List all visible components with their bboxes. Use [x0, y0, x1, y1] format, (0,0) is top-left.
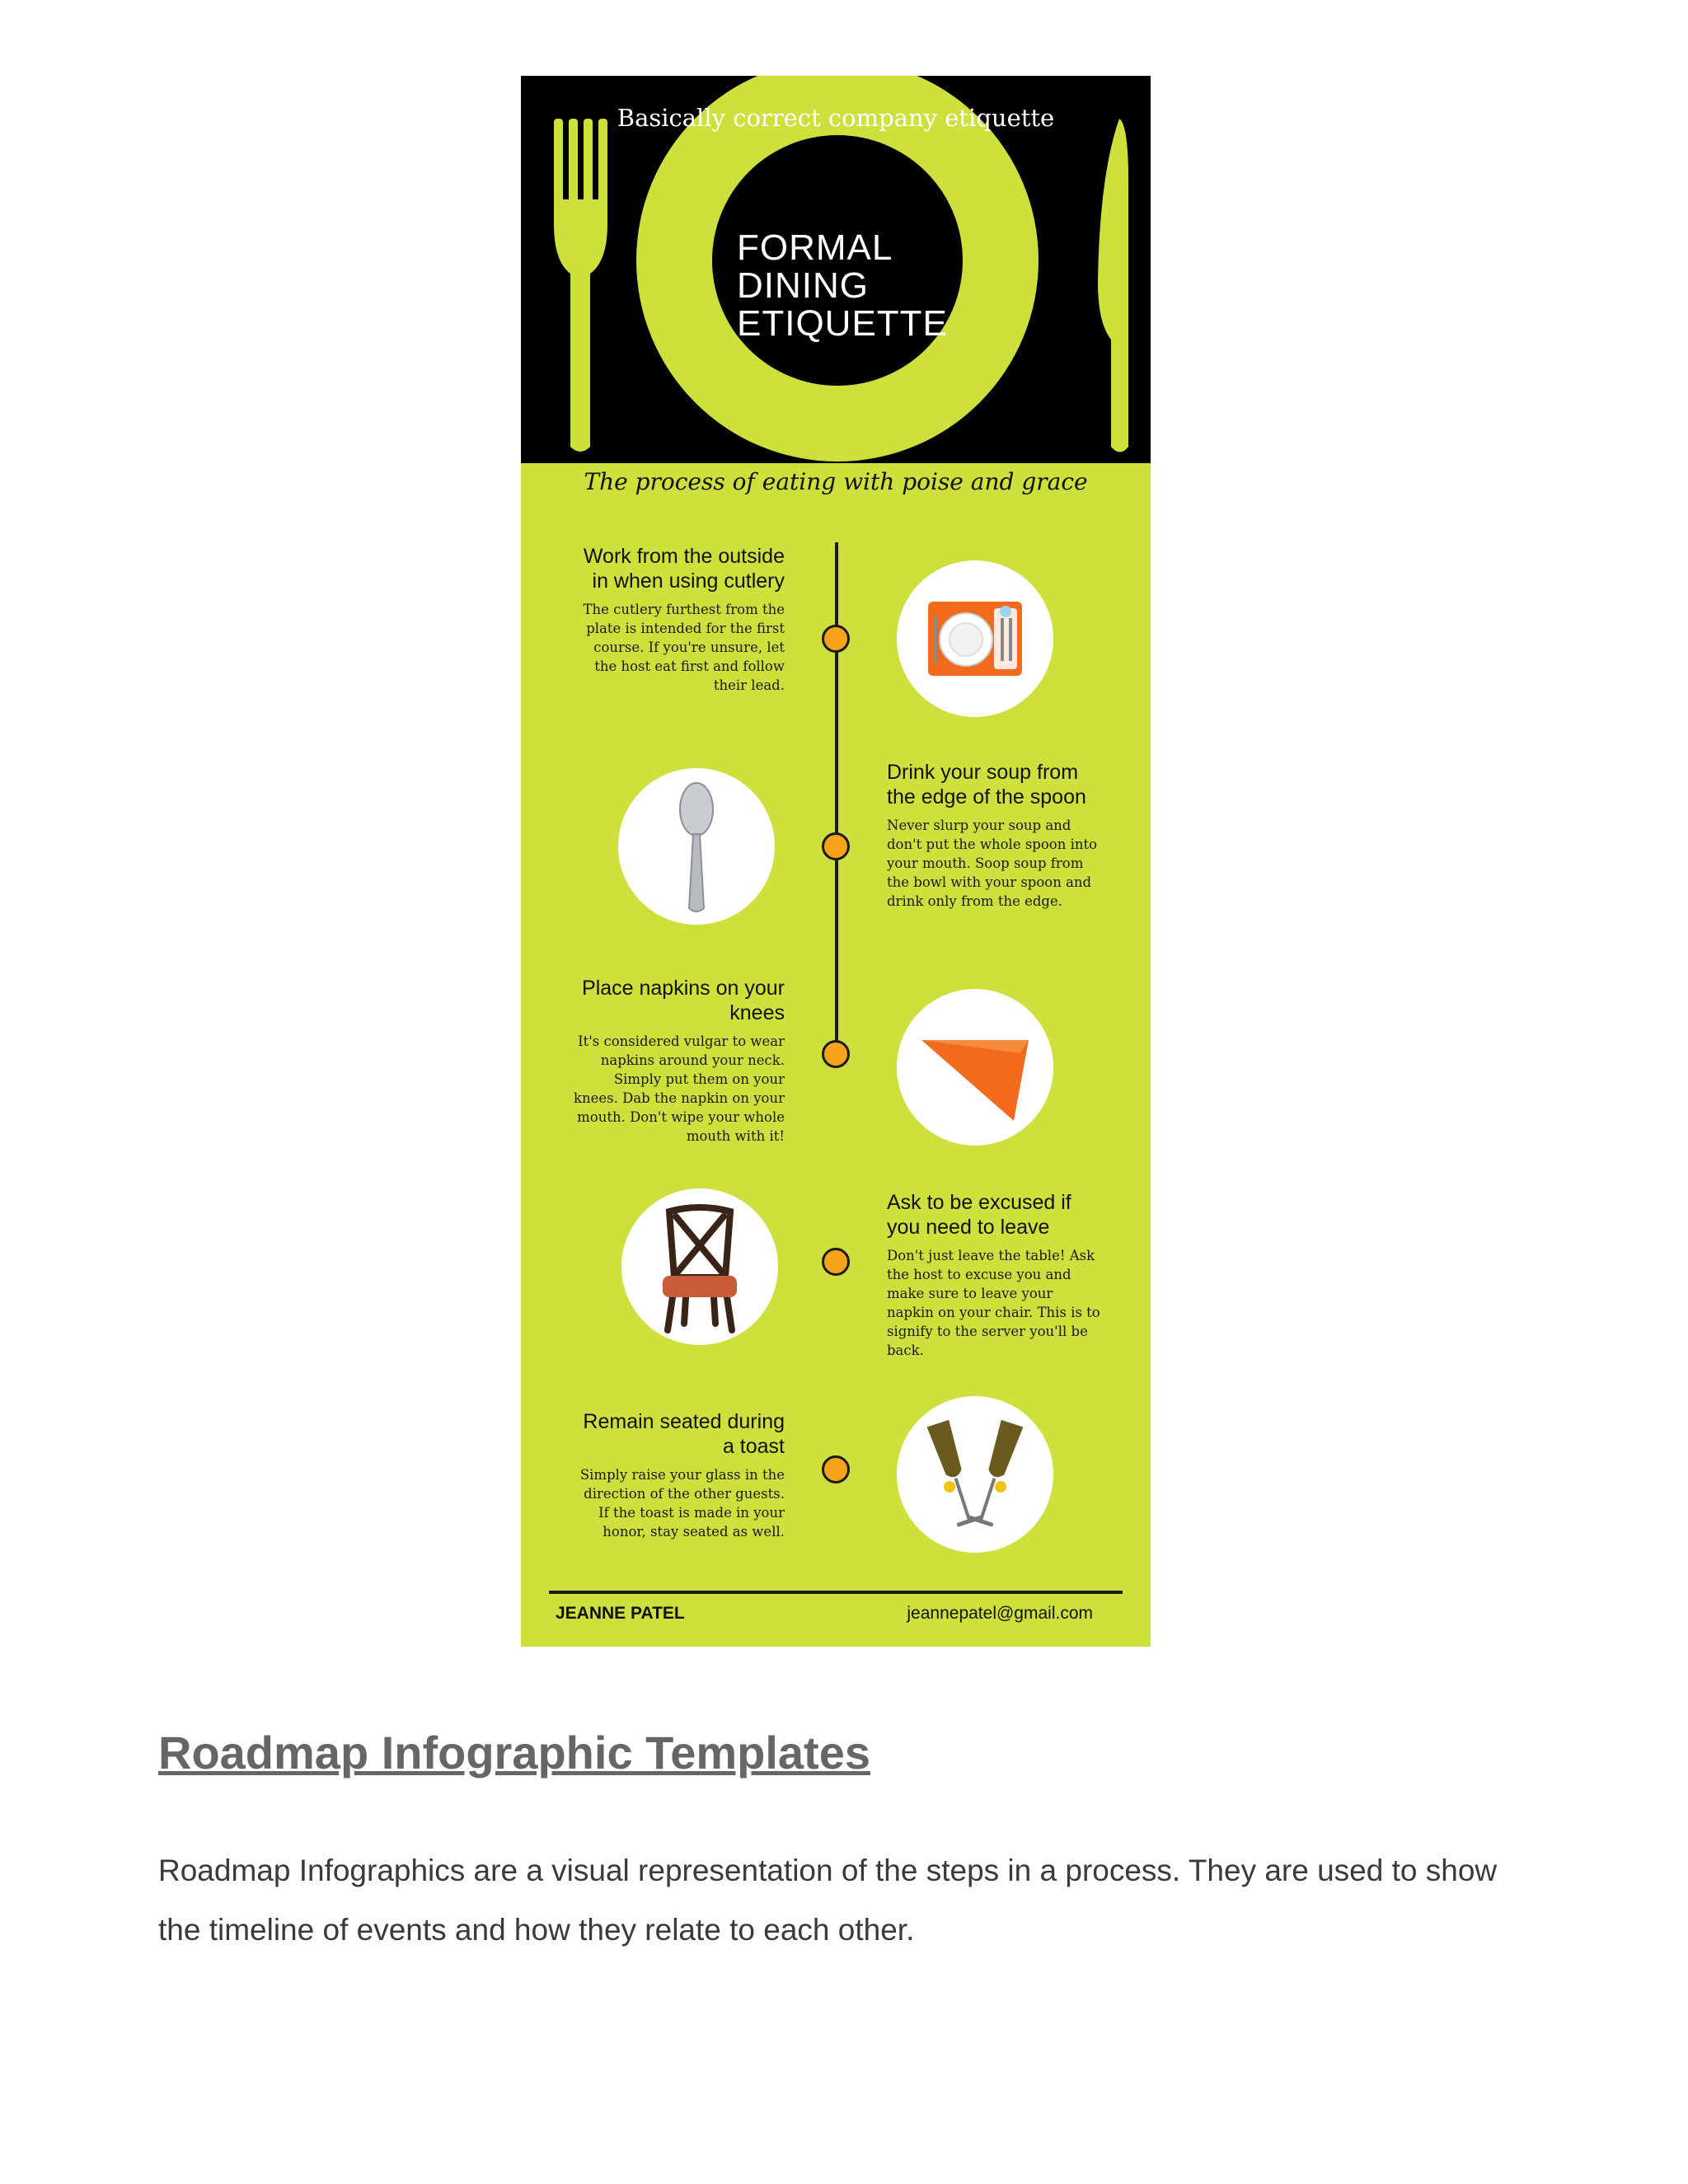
timeline-node	[822, 1040, 850, 1068]
poster-subtitle: The process of eating with poise and grace	[584, 468, 1088, 495]
knife-icon	[1081, 76, 1147, 463]
timeline-node	[822, 832, 850, 860]
timeline-step	[570, 1409, 785, 1541]
section-heading-link[interactable]: Roadmap Infographic Templates	[158, 1727, 870, 1779]
timeline-node	[822, 625, 850, 653]
timeline-node	[822, 1248, 850, 1276]
step-title: Ask to be excused if you need to leave	[887, 1191, 1071, 1239]
step-title: Work from the outside in when using cutlery	[583, 545, 785, 593]
footer-divider	[549, 1591, 1123, 1594]
spoon-icon	[618, 768, 775, 925]
fork-icon	[546, 76, 636, 463]
infographic-poster	[521, 76, 1151, 1647]
step-body: Simply raise your glass in the direction of the other guests. If the toast is made in your honor, stay seated as well.	[579, 1467, 785, 1540]
poster-kicker: Basically correct company etiquette	[617, 104, 1055, 132]
timeline-step	[570, 544, 785, 695]
place-setting-icon	[897, 560, 1053, 717]
author-email: jeannepatel@gmail.com	[907, 1604, 1093, 1623]
timeline-line	[835, 542, 838, 1062]
timeline-step	[570, 976, 785, 1146]
napkin-icon	[897, 989, 1053, 1146]
timeline-step	[887, 760, 1101, 911]
step-title: Remain seated during a toast	[583, 1410, 785, 1458]
step-title: Drink your soup from the edge of the spoon	[887, 761, 1086, 808]
champagne-glasses-icon	[897, 1396, 1053, 1553]
step-body: The cutlery furthest from the plate is intended for the first course. If you're unsure, let the host eat first and follow their lead.	[583, 602, 785, 693]
step-body: Don't just leave the table! Ask the host to excuse you and make sure to leave your napkin on your chair. This is to signify to the server you'll be back.	[887, 1248, 1100, 1358]
poster-header	[521, 76, 1151, 463]
chair-icon	[621, 1188, 778, 1345]
step-title: Place napkins on your knees	[582, 977, 785, 1024]
step-body: Never slurp your soup and don't put the whole spoon into your mouth. Soop soup from the bowl with your spoon and drink only from the edge.	[887, 818, 1098, 909]
timeline-step	[887, 1190, 1101, 1360]
title-line: DINING	[737, 265, 869, 306]
section-paragraph: Roadmap Infographics are a visual representation of the steps in a process. They are used to show the timeline of events and how they relate to each other.	[158, 1854, 1498, 1947]
step-body: It's considered vulgar to wear napkins around your neck. Simply put them on your knees. Dab the napkin on your mouth. Don't wipe your whole mouth with it!	[574, 1033, 785, 1144]
author-name: JEANNE PATEL	[556, 1604, 685, 1623]
poster-title	[737, 229, 951, 343]
title-line: FORMAL	[737, 227, 893, 268]
title-line: ETIQUETTE	[737, 303, 948, 344]
timeline-node	[822, 1455, 850, 1483]
